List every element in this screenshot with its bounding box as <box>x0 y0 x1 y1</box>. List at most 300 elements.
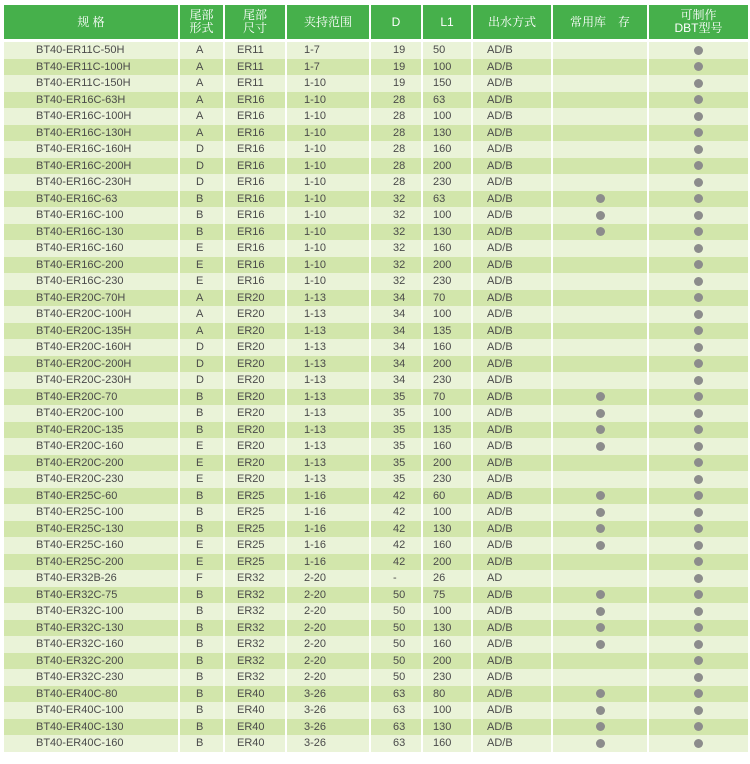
d-cell: 28 <box>371 174 423 191</box>
tail-size-cell: ER16 <box>225 273 287 290</box>
tail-size-cell: ER16 <box>225 141 287 158</box>
water-mode-cell: AD/B <box>473 422 553 439</box>
d-cell: 42 <box>371 488 423 505</box>
dbt-dot-icon <box>694 178 703 187</box>
water-mode-cell: AD/B <box>473 158 553 175</box>
spec-table <box>4 5 748 752</box>
stock-cell <box>553 570 649 587</box>
d-cell: 32 <box>371 207 423 224</box>
spec-cell: BT40-ER20C-230H <box>4 372 180 389</box>
dbt-cell <box>649 719 748 736</box>
table-row <box>4 191 748 208</box>
l1-cell: 135 <box>423 323 473 340</box>
stock-cell <box>553 389 649 406</box>
water-mode-cell: AD/B <box>473 372 553 389</box>
dbt-cell <box>649 488 748 505</box>
tail-form-cell: E <box>180 537 225 554</box>
l1-cell: 100 <box>423 108 473 125</box>
stock-dot-icon <box>596 590 605 599</box>
d-cell: 28 <box>371 141 423 158</box>
d-cell: 32 <box>371 273 423 290</box>
stock-dot-icon <box>596 722 605 731</box>
table-row <box>4 521 748 538</box>
spec-cell: BT40-ER32C-100 <box>4 603 180 620</box>
dbt-cell <box>649 438 748 455</box>
tail-form-cell: E <box>180 455 225 472</box>
spec-cell: BT40-ER32C-200 <box>4 653 180 670</box>
clamp-range-cell: 1-13 <box>287 471 371 488</box>
dbt-dot-icon <box>694 722 703 731</box>
tail-size-cell: ER11 <box>225 75 287 92</box>
stock-dot-icon <box>596 541 605 550</box>
stock-cell <box>553 108 649 125</box>
table-row <box>4 405 748 422</box>
clamp-range-cell: 2-20 <box>287 653 371 670</box>
stock-dot-icon <box>596 227 605 236</box>
tail-size-cell: ER32 <box>225 603 287 620</box>
d-cell: 35 <box>371 471 423 488</box>
l1-cell: 160 <box>423 339 473 356</box>
dbt-dot-icon <box>694 574 703 583</box>
dbt-cell <box>649 455 748 472</box>
table-row <box>4 125 748 142</box>
l1-cell: 150 <box>423 75 473 92</box>
header-l1: L1 <box>423 5 473 39</box>
tail-size-cell: ER20 <box>225 290 287 307</box>
spec-cell: BT40-ER16C-160 <box>4 240 180 257</box>
clamp-range-cell: 1-13 <box>287 422 371 439</box>
tail-form-cell: B <box>180 719 225 736</box>
spec-cell: BT40-ER11C-100H <box>4 59 180 76</box>
dbt-cell <box>649 306 748 323</box>
table-row <box>4 174 748 191</box>
table-row <box>4 438 748 455</box>
l1-cell: 100 <box>423 207 473 224</box>
l1-cell: 200 <box>423 158 473 175</box>
header-tail-form-line2: 形式 <box>189 21 214 35</box>
clamp-range-cell: 1-13 <box>287 323 371 340</box>
stock-cell <box>553 554 649 571</box>
dbt-cell <box>649 273 748 290</box>
dbt-dot-icon <box>694 359 703 368</box>
tail-size-cell: ER16 <box>225 92 287 109</box>
dbt-cell <box>649 323 748 340</box>
clamp-range-cell: 1-16 <box>287 488 371 505</box>
l1-cell: 63 <box>423 92 473 109</box>
l1-cell: 26 <box>423 570 473 587</box>
table-row <box>4 669 748 686</box>
clamp-range-cell: 1-13 <box>287 438 371 455</box>
stock-cell <box>553 224 649 241</box>
table-row <box>4 735 748 752</box>
tail-form-cell: B <box>180 735 225 752</box>
water-mode-cell: AD/B <box>473 59 553 76</box>
table-row <box>4 257 748 274</box>
stock-cell <box>553 735 649 752</box>
stock-dot-icon <box>596 491 605 500</box>
stock-cell <box>553 174 649 191</box>
spec-cell: BT40-ER16C-100 <box>4 207 180 224</box>
stock-dot-icon <box>596 392 605 401</box>
d-cell: 63 <box>371 686 423 703</box>
dbt-cell <box>649 75 748 92</box>
stock-cell <box>553 636 649 653</box>
spec-cell: BT40-ER16C-200H <box>4 158 180 175</box>
stock-cell <box>553 273 649 290</box>
dbt-cell <box>649 537 748 554</box>
dbt-cell <box>649 290 748 307</box>
header-dbt <box>649 5 748 39</box>
tail-size-cell: ER25 <box>225 521 287 538</box>
clamp-range-cell: 1-13 <box>287 389 371 406</box>
d-cell: 34 <box>371 339 423 356</box>
dbt-cell <box>649 653 748 670</box>
clamp-range-cell: 1-13 <box>287 306 371 323</box>
dbt-dot-icon <box>694 376 703 385</box>
d-cell: 50 <box>371 587 423 604</box>
water-mode-cell: AD/B <box>473 537 553 554</box>
table-row <box>4 603 748 620</box>
d-cell: 50 <box>371 603 423 620</box>
tail-form-cell: B <box>180 636 225 653</box>
dbt-dot-icon <box>694 211 703 220</box>
tail-size-cell: ER20 <box>225 356 287 373</box>
spec-cell: BT40-ER16C-200 <box>4 257 180 274</box>
clamp-range-cell: 1-7 <box>287 39 371 59</box>
clamp-range-cell: 1-13 <box>287 339 371 356</box>
l1-cell: 100 <box>423 405 473 422</box>
dbt-dot-icon <box>694 194 703 203</box>
clamp-range-cell: 1-16 <box>287 504 371 521</box>
d-cell: 35 <box>371 422 423 439</box>
l1-cell: 100 <box>423 702 473 719</box>
l1-cell: 100 <box>423 59 473 76</box>
tail-form-cell: D <box>180 372 225 389</box>
spec-cell: BT40-ER20C-135H <box>4 323 180 340</box>
spec-cell: BT40-ER25C-100 <box>4 504 180 521</box>
l1-cell: 160 <box>423 636 473 653</box>
stock-cell <box>553 405 649 422</box>
spec-cell: BT40-ER25C-60 <box>4 488 180 505</box>
l1-cell: 60 <box>423 488 473 505</box>
d-cell: 32 <box>371 240 423 257</box>
water-mode-cell: AD/B <box>473 554 553 571</box>
dbt-dot-icon <box>694 656 703 665</box>
dbt-dot-icon <box>694 62 703 71</box>
clamp-range-cell: 1-10 <box>287 108 371 125</box>
water-mode-cell: AD/B <box>473 174 553 191</box>
tail-form-cell: A <box>180 59 225 76</box>
stock-dot-icon <box>596 607 605 616</box>
tail-form-cell: E <box>180 471 225 488</box>
dbt-dot-icon <box>694 95 703 104</box>
water-mode-cell: AD/B <box>473 702 553 719</box>
tail-form-cell: B <box>180 422 225 439</box>
spec-cell: BT40-ER40C-80 <box>4 686 180 703</box>
table-row <box>4 488 748 505</box>
spec-cell: BT40-ER16C-230H <box>4 174 180 191</box>
l1-cell: 200 <box>423 356 473 373</box>
clamp-range-cell: 1-13 <box>287 405 371 422</box>
stock-cell <box>553 521 649 538</box>
dbt-cell <box>649 158 748 175</box>
tail-form-cell: B <box>180 389 225 406</box>
dbt-dot-icon <box>694 491 703 500</box>
spec-cell: BT40-ER32C-130 <box>4 620 180 637</box>
d-cell: 63 <box>371 702 423 719</box>
spec-cell: BT40-ER25C-130 <box>4 521 180 538</box>
water-mode-cell: AD/B <box>473 636 553 653</box>
stock-cell <box>553 653 649 670</box>
clamp-range-cell: 1-16 <box>287 521 371 538</box>
header-dbt-line2: DBT型号 <box>674 21 723 35</box>
tail-size-cell: ER16 <box>225 125 287 142</box>
table-row <box>4 323 748 340</box>
stock-cell <box>553 669 649 686</box>
water-mode-cell: AD/B <box>473 224 553 241</box>
tail-size-cell: ER32 <box>225 636 287 653</box>
dbt-cell <box>649 669 748 686</box>
clamp-range-cell: 3-26 <box>287 686 371 703</box>
d-cell: 50 <box>371 620 423 637</box>
dbt-dot-icon <box>694 541 703 550</box>
table-row <box>4 290 748 307</box>
stock-cell <box>553 587 649 604</box>
clamp-range-cell: 3-26 <box>287 719 371 736</box>
d-cell: 50 <box>371 669 423 686</box>
clamp-range-cell: 2-20 <box>287 570 371 587</box>
clamp-range-cell: 1-10 <box>287 141 371 158</box>
dbt-cell <box>649 570 748 587</box>
spec-cell: BT40-ER32C-75 <box>4 587 180 604</box>
tail-size-cell: ER20 <box>225 471 287 488</box>
dbt-cell <box>649 422 748 439</box>
tail-form-cell: A <box>180 306 225 323</box>
table-row <box>4 587 748 604</box>
stock-cell <box>553 306 649 323</box>
stock-cell <box>553 422 649 439</box>
dbt-dot-icon <box>694 508 703 517</box>
stock-cell <box>553 620 649 637</box>
d-cell: 42 <box>371 504 423 521</box>
tail-size-cell: ER16 <box>225 240 287 257</box>
dbt-dot-icon <box>694 557 703 566</box>
dbt-dot-icon <box>694 145 703 154</box>
d-cell: 34 <box>371 356 423 373</box>
dbt-dot-icon <box>694 607 703 616</box>
table-row <box>4 653 748 670</box>
tail-form-cell: B <box>180 603 225 620</box>
water-mode-cell: AD/B <box>473 488 553 505</box>
tail-form-cell: D <box>180 339 225 356</box>
dbt-dot-icon <box>694 475 703 484</box>
table-row <box>4 686 748 703</box>
d-cell: 34 <box>371 323 423 340</box>
header-tail-size-line1: 尾部 <box>242 8 267 22</box>
dbt-dot-icon <box>694 458 703 467</box>
l1-cell: 63 <box>423 191 473 208</box>
spec-cell: BT40-ER20C-230 <box>4 471 180 488</box>
tail-form-cell: B <box>180 653 225 670</box>
clamp-range-cell: 1-13 <box>287 372 371 389</box>
table-row <box>4 108 748 125</box>
spec-cell: BT40-ER16C-63 <box>4 191 180 208</box>
table-row <box>4 620 748 637</box>
dbt-cell <box>649 59 748 76</box>
table-row <box>4 455 748 472</box>
spec-cell: BT40-ER32C-160 <box>4 636 180 653</box>
dbt-cell <box>649 686 748 703</box>
tail-size-cell: ER16 <box>225 174 287 191</box>
dbt-cell <box>649 39 748 59</box>
dbt-dot-icon <box>694 425 703 434</box>
d-cell: 32 <box>371 257 423 274</box>
clamp-range-cell: 1-10 <box>287 257 371 274</box>
header-water-mode: 出水方式 <box>473 5 553 39</box>
l1-cell: 135 <box>423 422 473 439</box>
water-mode-cell: AD/B <box>473 587 553 604</box>
dbt-cell <box>649 174 748 191</box>
dbt-cell <box>649 405 748 422</box>
dbt-dot-icon <box>694 343 703 352</box>
water-mode-cell: AD/B <box>473 735 553 752</box>
tail-size-cell: ER20 <box>225 339 287 356</box>
d-cell: 42 <box>371 554 423 571</box>
table-row <box>4 339 748 356</box>
tail-form-cell: B <box>180 405 225 422</box>
water-mode-cell: AD/B <box>473 339 553 356</box>
tail-size-cell: ER32 <box>225 587 287 604</box>
spec-cell: BT40-ER40C-100 <box>4 702 180 719</box>
stock-dot-icon <box>596 409 605 418</box>
tail-size-cell: ER16 <box>225 191 287 208</box>
dbt-dot-icon <box>694 524 703 533</box>
table-header-row <box>4 5 748 39</box>
l1-cell: 160 <box>423 240 473 257</box>
tail-size-cell: ER40 <box>225 719 287 736</box>
water-mode-cell: AD <box>473 570 553 587</box>
clamp-range-cell: 1-10 <box>287 224 371 241</box>
table-row <box>4 273 748 290</box>
stock-dot-icon <box>596 524 605 533</box>
dbt-cell <box>649 389 748 406</box>
stock-dot-icon <box>596 623 605 632</box>
water-mode-cell: AD/B <box>473 405 553 422</box>
d-cell: 34 <box>371 290 423 307</box>
spec-cell: BT40-ER20C-135 <box>4 422 180 439</box>
stock-cell <box>553 290 649 307</box>
water-mode-cell: AD/B <box>473 108 553 125</box>
table-row <box>4 537 748 554</box>
d-cell: 28 <box>371 108 423 125</box>
clamp-range-cell: 1-10 <box>287 207 371 224</box>
d-cell: 35 <box>371 405 423 422</box>
clamp-range-cell: 1-16 <box>287 554 371 571</box>
header-spec: 规 格 <box>4 5 180 39</box>
dbt-cell <box>649 92 748 109</box>
table-row <box>4 389 748 406</box>
dbt-dot-icon <box>694 673 703 682</box>
tail-size-cell: ER20 <box>225 405 287 422</box>
tail-form-cell: A <box>180 75 225 92</box>
stock-cell <box>553 59 649 76</box>
l1-cell: 230 <box>423 273 473 290</box>
dbt-cell <box>649 504 748 521</box>
tail-form-cell: F <box>180 570 225 587</box>
header-tail-form <box>180 5 225 39</box>
dbt-dot-icon <box>694 260 703 269</box>
stock-cell <box>553 471 649 488</box>
table-row <box>4 240 748 257</box>
table-row <box>4 719 748 736</box>
header-tail-size-line2: 尺寸 <box>242 21 267 35</box>
tail-form-cell: A <box>180 323 225 340</box>
clamp-range-cell: 2-20 <box>287 620 371 637</box>
l1-cell: 160 <box>423 438 473 455</box>
dbt-dot-icon <box>694 442 703 451</box>
spec-cell: BT40-ER32B-26 <box>4 570 180 587</box>
header-stock: 常用库 存 <box>553 5 649 39</box>
stock-cell <box>553 702 649 719</box>
spec-cell: BT40-ER20C-100 <box>4 405 180 422</box>
dbt-cell <box>649 224 748 241</box>
dbt-dot-icon <box>694 79 703 88</box>
stock-cell <box>553 686 649 703</box>
l1-cell: 80 <box>423 686 473 703</box>
l1-cell: 130 <box>423 125 473 142</box>
table-row <box>4 75 748 92</box>
l1-cell: 160 <box>423 141 473 158</box>
tail-size-cell: ER32 <box>225 620 287 637</box>
stock-dot-icon <box>596 640 605 649</box>
spec-cell: BT40-ER16C-230 <box>4 273 180 290</box>
clamp-range-cell: 1-10 <box>287 174 371 191</box>
tail-form-cell: B <box>180 686 225 703</box>
clamp-range-cell: 1-10 <box>287 92 371 109</box>
dbt-dot-icon <box>694 161 703 170</box>
header-tail-size <box>225 5 287 39</box>
l1-cell: 50 <box>423 39 473 59</box>
tail-form-cell: D <box>180 356 225 373</box>
clamp-range-cell: 1-13 <box>287 290 371 307</box>
stock-dot-icon <box>596 211 605 220</box>
stock-cell <box>553 719 649 736</box>
tail-form-cell: B <box>180 224 225 241</box>
dbt-cell <box>649 521 748 538</box>
clamp-range-cell: 1-10 <box>287 158 371 175</box>
clamp-range-cell: 1-16 <box>287 537 371 554</box>
stock-cell <box>553 488 649 505</box>
d-cell: 28 <box>371 158 423 175</box>
tail-form-cell: E <box>180 273 225 290</box>
tail-size-cell: ER16 <box>225 108 287 125</box>
water-mode-cell: AD/B <box>473 669 553 686</box>
spec-cell: BT40-ER20C-100H <box>4 306 180 323</box>
tail-form-cell: B <box>180 620 225 637</box>
tail-size-cell: ER16 <box>225 224 287 241</box>
tail-form-cell: A <box>180 290 225 307</box>
tail-size-cell: ER40 <box>225 686 287 703</box>
dbt-dot-icon <box>694 640 703 649</box>
d-cell: 19 <box>371 39 423 59</box>
tail-form-cell: A <box>180 108 225 125</box>
l1-cell: 230 <box>423 174 473 191</box>
dbt-dot-icon <box>694 112 703 121</box>
dbt-dot-icon <box>694 739 703 748</box>
spec-cell: BT40-ER20C-160H <box>4 339 180 356</box>
water-mode-cell: AD/B <box>473 125 553 142</box>
spec-cell: BT40-ER20C-160 <box>4 438 180 455</box>
